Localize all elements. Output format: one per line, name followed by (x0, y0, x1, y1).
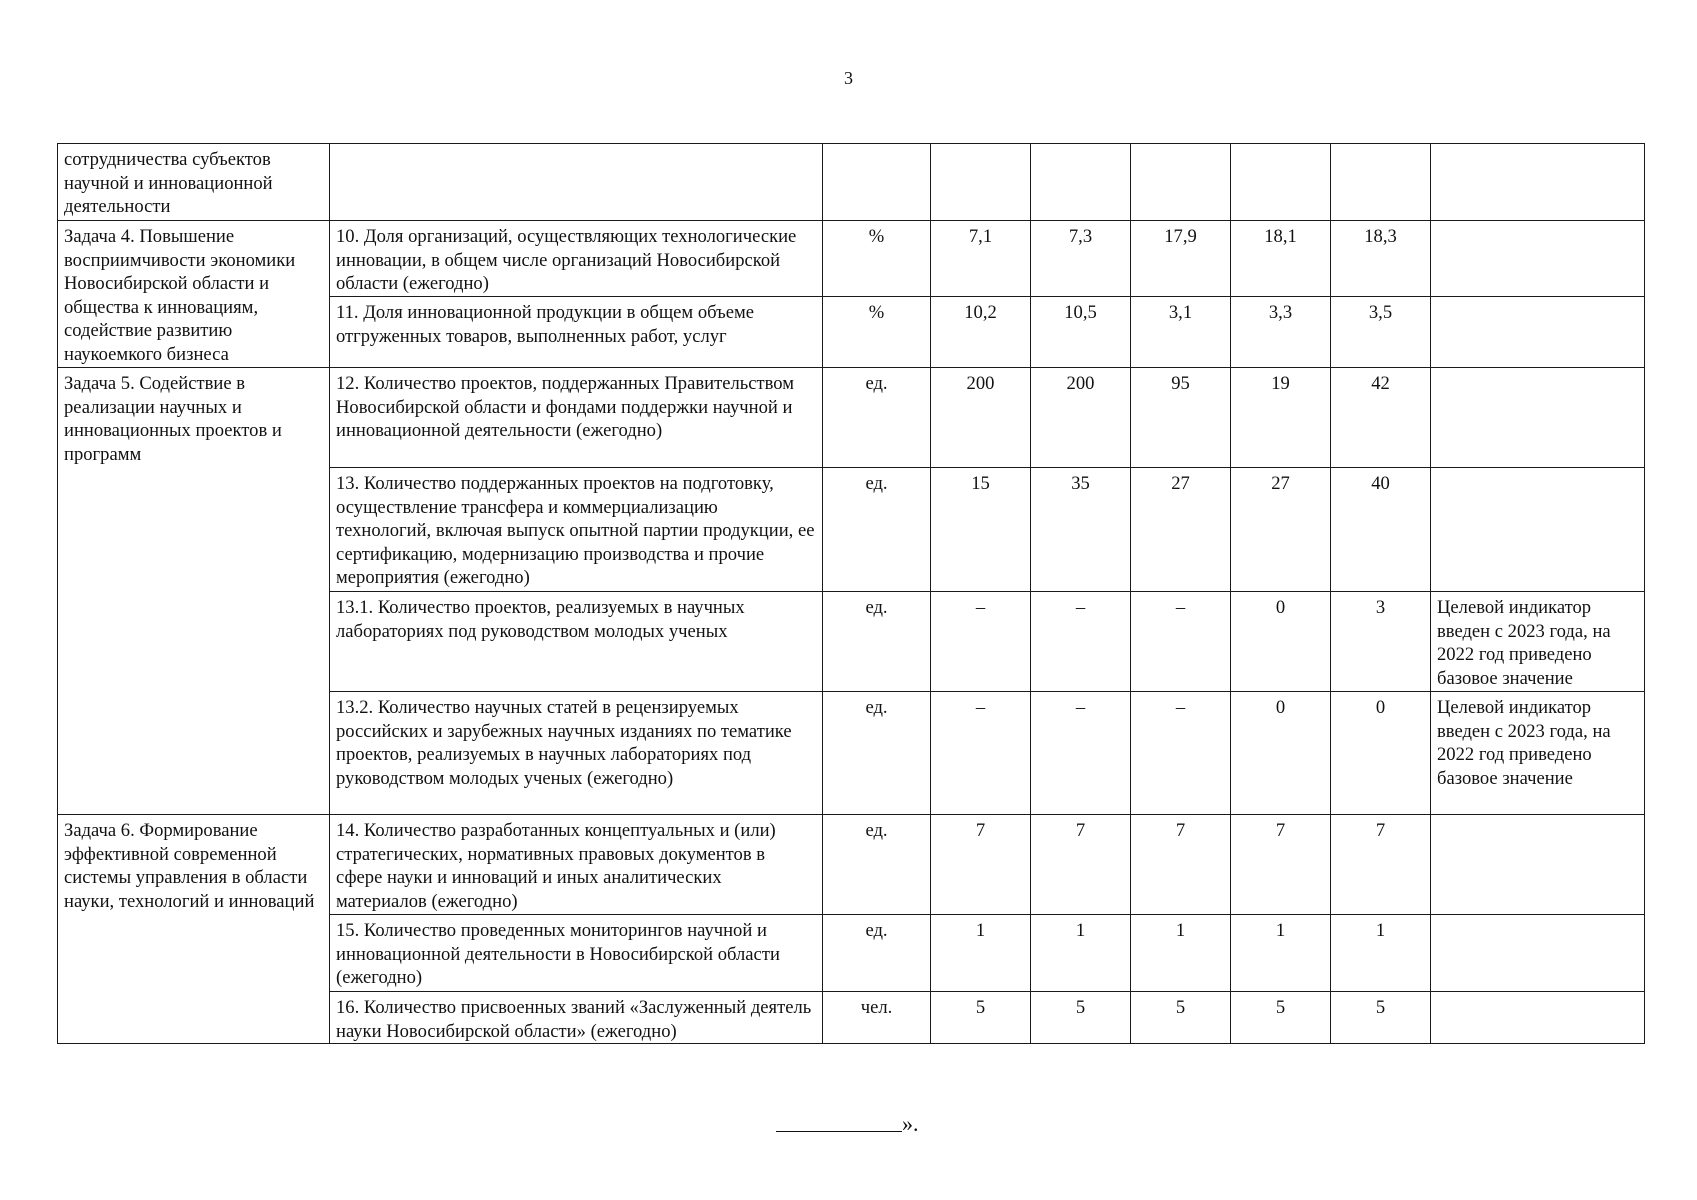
unit-cell: ед. (823, 468, 931, 592)
closing-quote: ». (902, 1111, 919, 1136)
value-cell: 7 (1131, 815, 1231, 915)
value-cell: 10,2 (931, 297, 1031, 368)
underline-blank (776, 1131, 902, 1132)
value-cell: 7,3 (1031, 221, 1131, 297)
note-cell: Целевой индикатор введен с 2023 года, на 2022 год приведено базовое значение (1431, 592, 1645, 692)
value-cell: – (931, 592, 1031, 692)
note-cell: Целевой индикатор введен с 2023 года, на 2022 год приведено базовое значение (1431, 692, 1645, 815)
table-row (58, 368, 1645, 468)
indicator-cell: 15. Количество проведенных мониторингов научной и инновационной деятельности в Новосибирской области (ежегодно) (330, 915, 823, 992)
unit-cell: ед. (823, 815, 931, 915)
value-cell: 0 (1231, 592, 1331, 692)
task-cell: Задача 6. Формирование эффективной современной системы управления в области науки, технологий и инноваций (58, 815, 330, 1044)
value-cell: 5 (1331, 992, 1431, 1044)
value-cell (1231, 144, 1331, 221)
unit-cell: % (823, 297, 931, 368)
value-cell: 40 (1331, 468, 1431, 592)
value-cell: 1 (1231, 915, 1331, 992)
indicator-cell: 11. Доля инновационной продукции в общем объеме отгруженных товаров, выполненных работ, услуг (330, 297, 823, 368)
note-cell (1431, 992, 1645, 1044)
value-cell: – (1031, 692, 1131, 815)
value-cell: 7,1 (931, 221, 1031, 297)
value-cell: 5 (1131, 992, 1231, 1044)
value-cell: – (1131, 692, 1231, 815)
unit-cell: ед. (823, 368, 931, 468)
value-cell: 17,9 (1131, 221, 1231, 297)
unit-cell (823, 144, 931, 221)
note-cell (1431, 915, 1645, 992)
value-cell: 7 (1331, 815, 1431, 915)
value-cell: 42 (1331, 368, 1431, 468)
value-cell: 19 (1231, 368, 1331, 468)
note-cell (1431, 221, 1645, 297)
value-cell (1031, 144, 1131, 221)
value-cell: 7 (931, 815, 1031, 915)
value-cell: 15 (931, 468, 1031, 592)
value-cell: 200 (1031, 368, 1131, 468)
note-cell (1431, 297, 1645, 368)
value-cell: 0 (1231, 692, 1331, 815)
indicator-cell: 12. Количество проектов, поддержанных Правительством Новосибирской области и фондами поддержки научной и инновационной деятельности (ежегодно) (330, 368, 823, 468)
page-number: 3 (844, 68, 853, 88)
unit-cell: чел. (823, 992, 931, 1044)
value-cell: 3,5 (1331, 297, 1431, 368)
value-cell: 10,5 (1031, 297, 1131, 368)
note-cell (1431, 144, 1645, 221)
value-cell: 3 (1331, 592, 1431, 692)
value-cell: 18,1 (1231, 221, 1331, 297)
value-cell: 3,3 (1231, 297, 1331, 368)
value-cell: 5 (931, 992, 1031, 1044)
table-row (58, 221, 1645, 297)
value-cell: 18,3 (1331, 221, 1431, 297)
value-cell: 0 (1331, 692, 1431, 815)
value-cell: – (931, 692, 1031, 815)
unit-cell: % (823, 221, 931, 297)
unit-cell: ед. (823, 592, 931, 692)
value-cell: – (1131, 592, 1231, 692)
value-cell: 1 (1031, 915, 1131, 992)
indicators-table (57, 143, 1645, 1044)
value-cell: 200 (931, 368, 1031, 468)
indicator-cell: 14. Количество разработанных концептуальных и (или) стратегических, нормативных правовых документов в сфере науки и инноваций и иных аналитических материалов (ежегодно) (330, 815, 823, 915)
table-row (58, 144, 1645, 221)
task-cell: Задача 5. Содействие в реализации научных и инновационных проектов и программ (58, 368, 330, 815)
value-cell: 3,1 (1131, 297, 1231, 368)
indicator-cell: 13. Количество поддержанных проектов на подготовку, осуществление трансфера и коммерциализацию технологий, включая выпуск опытной партии продукции, ее сертификацию, модернизацию производства и прочие мероприятия (ежегодно) (330, 468, 823, 592)
unit-cell: ед. (823, 692, 931, 815)
task-cell: сотрудничества субъектов научной и инновационной деятельности (58, 144, 330, 221)
indicator-cell (330, 144, 823, 221)
task-cell: Задача 4. Повышение восприимчивости экономики Новосибирской области и общества к инновациям, содействие развитию наукоемкого бизнеса (58, 221, 330, 368)
closing-mark (776, 1110, 919, 1138)
indicator-cell: 13.1. Количество проектов, реализуемых в научных лабораториях под руководством молодых ученых (330, 592, 823, 692)
value-cell: 1 (931, 915, 1031, 992)
value-cell (1131, 144, 1231, 221)
note-cell (1431, 468, 1645, 592)
value-cell: 7 (1231, 815, 1331, 915)
value-cell: 1 (1131, 915, 1231, 992)
indicator-cell: 16. Количество присвоенных званий «Заслуженный деятель науки Новосибирской области» (ежегодно) (330, 992, 823, 1044)
value-cell (1331, 144, 1431, 221)
value-cell: 5 (1231, 992, 1331, 1044)
indicator-cell: 13.2. Количество научных статей в рецензируемых российских и зарубежных научных изданиях по тематике проектов, реализуемых в научных лабораториях под руководством молодых ученых (ежегодно) (330, 692, 823, 815)
value-cell: 7 (1031, 815, 1131, 915)
value-cell: 27 (1131, 468, 1231, 592)
value-cell: 1 (1331, 915, 1431, 992)
unit-cell: ед. (823, 915, 931, 992)
indicator-cell: 10. Доля организаций, осуществляющих технологические инновации, в общем числе организаций Новосибирской области (ежегодно) (330, 221, 823, 297)
note-cell (1431, 815, 1645, 915)
value-cell: 35 (1031, 468, 1131, 592)
value-cell (931, 144, 1031, 221)
note-cell (1431, 368, 1645, 468)
value-cell: 27 (1231, 468, 1331, 592)
table-row (58, 815, 1645, 915)
value-cell: – (1031, 592, 1131, 692)
value-cell: 95 (1131, 368, 1231, 468)
value-cell: 5 (1031, 992, 1131, 1044)
